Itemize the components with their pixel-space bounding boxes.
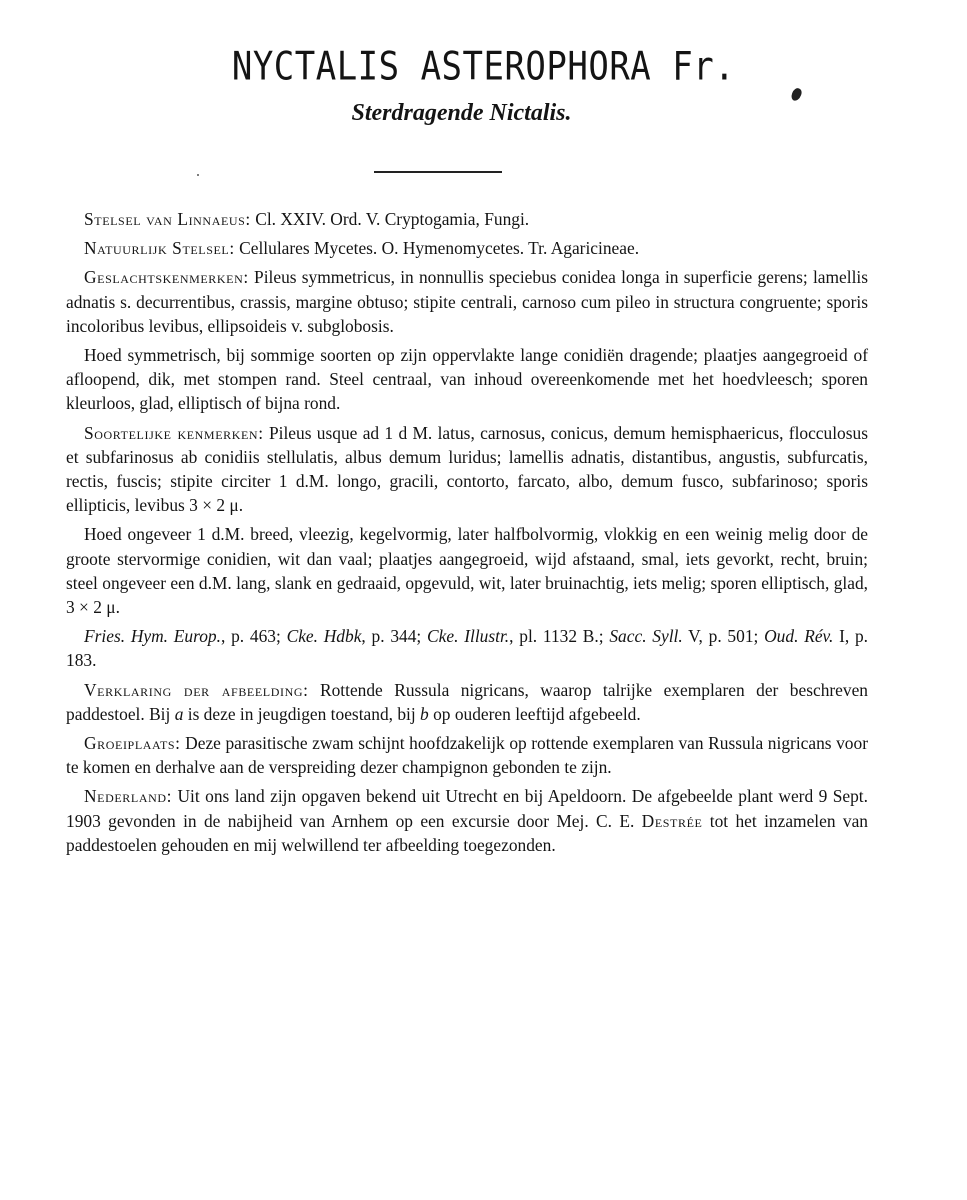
paragraph-linnaeus <box>66 207 868 231</box>
paragraph-species-latin <box>66 421 868 518</box>
ink-dot <box>197 174 199 176</box>
document-body <box>66 207 868 862</box>
reference-title: Cke. Illustr. <box>427 626 510 647</box>
paragraph-netherlands <box>66 784 868 857</box>
paragraph-text: Uit ons land zijn opgaven bekend uit Utrecht en bij Apeldoorn. De afgebeelde plant werd 9 Sept. 1903 gevonden in de nabijheid van Arnhem op een excursie door Mej. C. E. <box>66 786 868 831</box>
paragraph-text: tot het inzamelen van paddestoelen gehouden en mij welwillend ter afbeelding toegezonden. <box>66 810 868 855</box>
reference-title: Sacc. Syll. <box>609 626 683 647</box>
reference-detail: , pl. 1132 B.; <box>509 626 610 647</box>
paragraph-label: Stelsel van Linnaeus: <box>84 209 251 229</box>
paragraph-label: Soortelijke kenmerken: <box>84 422 264 443</box>
figure-letter-a: a <box>174 703 184 724</box>
page-subtitle: Sterdragende Nictalis. <box>351 100 572 126</box>
paragraph-label: Geslachtskenmerken: <box>84 267 249 288</box>
reference-title: Fries. Hym. Europ. <box>84 626 221 647</box>
person-name: Destrée <box>641 810 703 831</box>
paragraph-text: Cellulares Mycetes. O. Hymenomycetes. Tr. Agaricineae. <box>234 238 640 259</box>
paragraph-text: Cl. XXIV. Ord. V. Cryptogamia, Fungi. <box>250 209 530 229</box>
title-rule <box>374 171 502 173</box>
reference-detail: , p. 344; <box>361 626 428 647</box>
paragraph-text: Deze parasitische zwam schijnt hoofdzakelijk op rottende exemplaren van Russula nigricans voor te komen en derhalve aan de verspreiding dezer champignon gebonden te zijn. <box>66 733 868 778</box>
paragraph-habitat <box>66 731 868 779</box>
figure-letter-b: b <box>420 703 429 724</box>
paragraph-text: Pileus usque ad 1 d M. latus, carnosus, conicus, demum hemisphaericus, flocculosus et subfarinosus ab conidiis stellulatis, albus demum luridus; lamellis adnatis, distantibus, angustis, subfurcatis, rectis, fuscis; stipite circiter 1 d.M. longo, gracili, contorto, farcato, albo, demum fusco, subfarinoso; sporis ellipticis, levibus 3 × 2 μ. <box>66 422 868 516</box>
paragraph-species-dutch <box>66 522 868 619</box>
reference-detail: , p. 463; <box>220 626 287 647</box>
paragraph-label: Groeiplaats: <box>84 733 181 754</box>
paragraph-text: Pileus symmetricus, in nonnullis speciebus conidea longa in superficie gerens; lamellis adnatis s. decurrentibus, crassis, margine obtuso; stipite centrali, carnoso cum pileo in structura congruente; sporis incoloribus levibus, ellipsoideis v. subglobosis. <box>66 267 868 336</box>
paragraph-label: Verklaring der afbeelding: <box>84 679 309 700</box>
page-title: NYCTALIS ASTEROPHORA Fr. <box>231 44 736 90</box>
reference-detail: V, p. 501; <box>682 626 765 647</box>
paragraph-label: Natuurlijk Stelsel: <box>84 238 235 259</box>
reference-title: Cke. Hdbk <box>286 626 362 647</box>
paragraph-genus-dutch <box>66 343 868 416</box>
paragraph-text: Hoed ongeveer 1 d.M. breed, vleezig, kegelvormig, later halfbolvormig, vlokkig en een weinig melig door de groote stervormige conidien, wit dan vaal; plaatjes aangegroeid, wijd afstaand, smal, iets gevorkt, recht, bruin; steel ongeveer een d.M. lang, slank en gedraaid, opgevuld, wit, later bruinachtig, iets melig; sporen elliptisch, glad, 3 × 2 μ. <box>66 524 868 618</box>
reference-detail: I, p. 183. <box>66 626 869 671</box>
paragraph-references <box>66 624 868 672</box>
paragraph-text: op ouderen leeftijd afgebeeld. <box>428 703 641 724</box>
paragraph-explanation <box>66 678 868 726</box>
reference-title: Oud. Rév. <box>764 626 834 647</box>
paragraph-text: Hoed symmetrisch, bij sommige soorten op zijn oppervlakte lange conidiën dragende; plaatjes aangegroeid of afloopend, dik, met stompen rand. Steel centraal, van inhoud overeenkomende met het hoedvleesch; sporen kleurloos, glad, elliptisch of bijna rond. <box>66 345 868 414</box>
paragraph-text: is deze in jeugdigen toestand, bij <box>183 703 421 724</box>
paragraph-text: Rottende Russula nigricans, waarop talrijke exemplaren der beschreven paddestoel. Bij <box>66 679 869 724</box>
paragraph-label: Nederland: <box>84 786 173 807</box>
paragraph-natural-system <box>66 236 868 260</box>
paragraph-genus-latin <box>66 265 868 338</box>
